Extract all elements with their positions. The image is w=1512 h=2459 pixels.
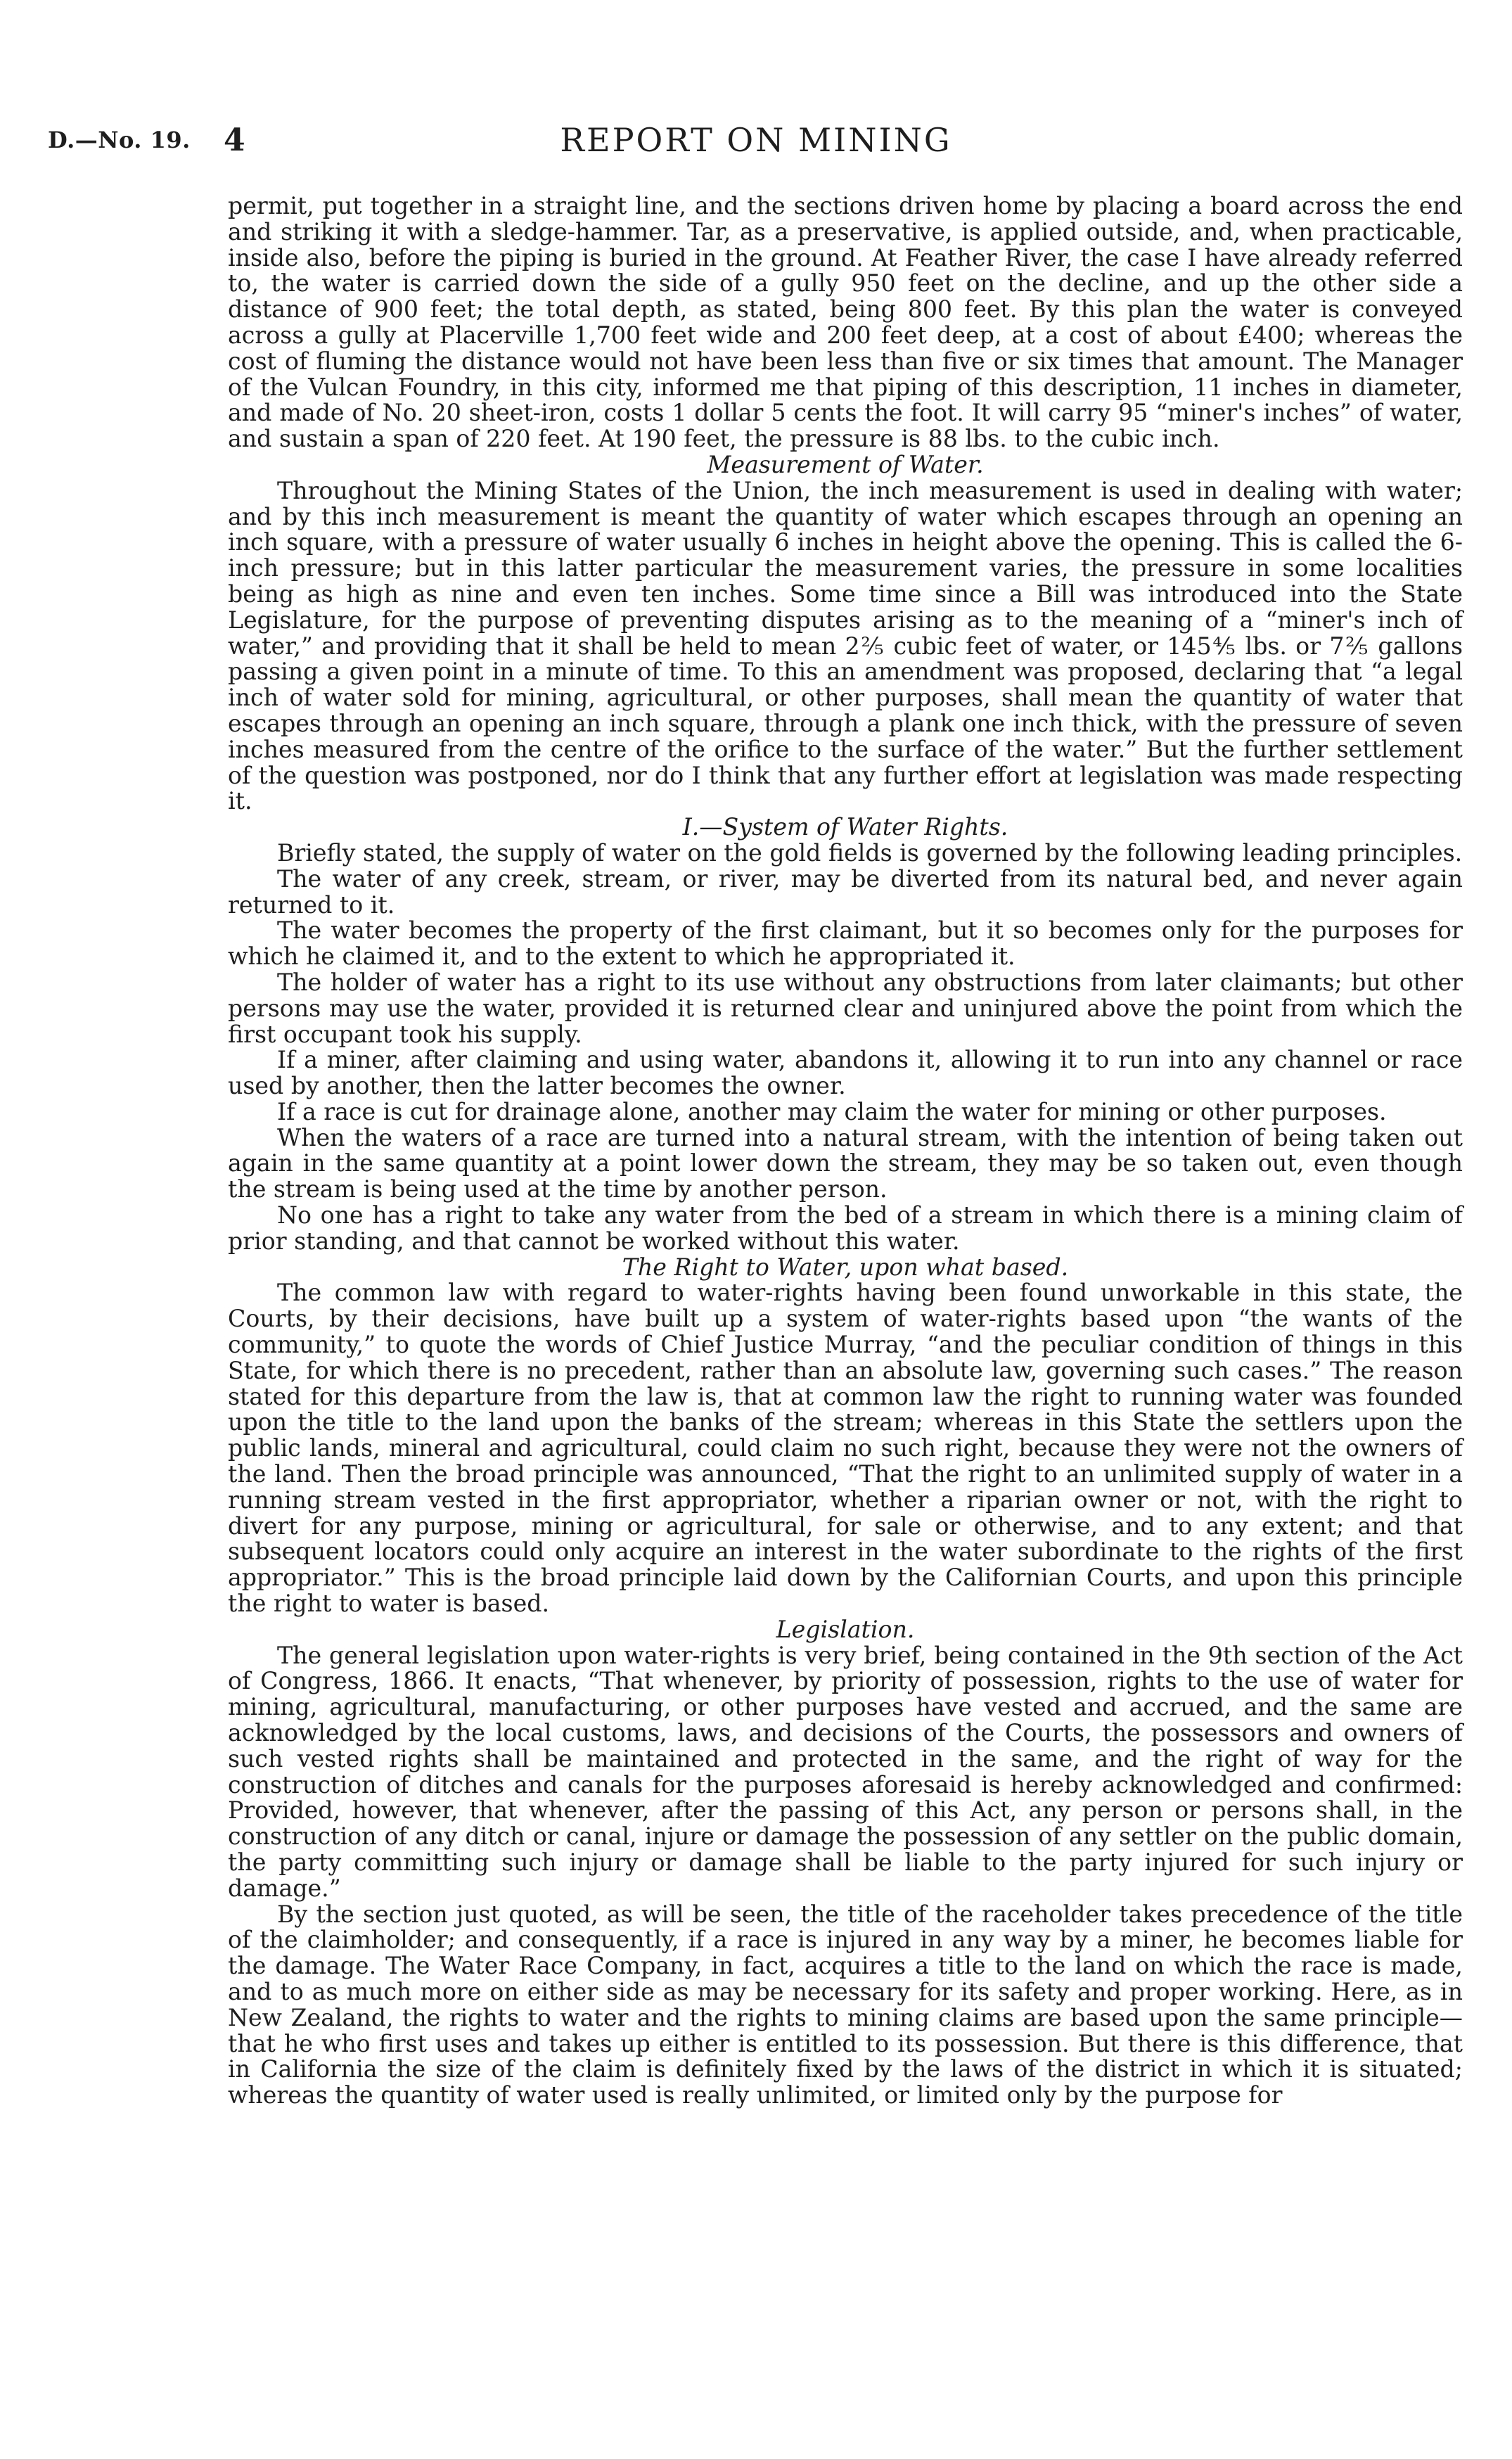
paragraph-principle-natural-stream: When the waters of a race are turned into a natural stream, with the intention of being taken out again in the same quantity at a point lower down the stream, they may be so taken out, even though the stream is being used at the time by another person. <box>228 1123 1463 1203</box>
paragraph-act-of-congress: The general legislation upon water-rights is very brief, being contained in the 9th section of the Act of Congress, 1866. It enacts, “That whenever, by priority of possession, rights to the use of water for mining, agricultural, manufacturing, or other purposes have vested and accrued, and the same are acknowledged by the local customs, laws, and decisions of the Courts, the possessors and owners of such vested rights shall be maintained and protected in the same, and the right of way for the construction of ditches and canals for the purposes aforesaid is hereby acknowledged and confirmed: Provided, however, that whenever, after the passing of this Act, any person or persons shall, in the construction of any ditch or canal, injure or damage the possession of any settler on the public domain, the party committing such injury or damage shall be liable to the party injured for such injury or damage.” <box>228 1641 1463 1902</box>
body-text <box>228 193 1463 2109</box>
paragraph-principle-drainage: If a race is cut for drainage alone, another may claim the water for mining or other purposes. <box>277 1097 1387 1125</box>
paragraph-raceholder-title: By the section just quoted, as will be seen, the title of the raceholder takes precedence of the title of the claimholder; and consequently, if a race is injured in any way by a miner, he becomes liable for the damage. The Water Race Company, in fact, acquires a title to the land on which the race is made, and to as much more on either side as may be necessary for its safety and proper working. Here, as in New Zealand, the rights to water and the rights to mining claims are based upon the same principle—that he who first uses and takes up either is entitled to its possession. But there is this difference, that in California the size of the claim is definitely fixed by the laws of the district in which it is situated; whereas the quantity of water used is really unlimited, or limited only by the purpose for <box>228 1900 1463 2109</box>
paragraph-piping: permit, put together in a straight line, and the sections driven home by placing a board across the end and striking it with a sledge-hammer. Tar, as a preservative, is applied outside, and, when practicable, inside also, before the piping is buried in the ground. At Feather River, the case I have already referred to, the water is carried down the side of a gully 950 feet on the decline, and up the other side a distance of 900 feet; the total depth, as stated, being 800 feet. By this plan the water is conveyed across a gully at Placerville 1,700 feet wide and 200 feet deep, at a cost of about £400; whereas the cost of fluming the distance would not have been less than five or six times that amount. The Manager of the Vulcan Foundry, in this city, informed me that piping of this description, 11 inches in diameter, and made of No. 20 sheet-iron, costs 1 dollar 5 cents the foot. It will carry 95 “miner's inches” of water, and sustain a span of 220 feet. At 190 feet, the pressure is 88 lbs. to the cubic inch. <box>228 192 1463 453</box>
page-header <box>0 121 1512 170</box>
section-heading-right-to-water: The Right to Water, upon what based. <box>622 1253 1069 1281</box>
paragraph-principle-diversion: The water of any creek, stream, or river, may be diverted from its natural bed, and never again returned to it. <box>228 864 1463 919</box>
section-heading-legislation: Legislation. <box>776 1615 915 1643</box>
running-title: REPORT ON MINING <box>560 121 952 159</box>
section-heading-water-rights: I.—System of Water Rights. <box>682 813 1008 841</box>
paragraph-principles-intro: Briefly stated, the supply of water on the gold fields is governed by the following leading principles. <box>277 838 1463 867</box>
section-heading-measurement: Measurement of Water. <box>707 450 984 478</box>
document-reference: D.—No. 19. <box>48 127 191 153</box>
paragraph-principle-abandonment: If a miner, after claiming and using water, abandons it, allowing it to run into any channel or race used by another, then the latter becomes the owner. <box>228 1046 1463 1100</box>
paragraph-principle-prior-claim: No one has a right to take any water from the bed of a stream in which there is a mining claim of prior standing, and that cannot be worked without this water. <box>228 1201 1463 1255</box>
paragraph-principle-first-claimant: The water becomes the property of the first claimant, but it so becomes only for the purposes for which he claimed it, and to the extent to which he appropriated it. <box>228 916 1463 971</box>
paragraph-common-law: The common law with regard to water-rights having been found unworkable in this state, the Courts, by their decisions, have built up a system of water-rights based upon “the wants of the community,” to quote the words of Chief Justice Murray, “and the peculiar condition of things in this State, for which there is no precedent, rather than an absolute law, governing such cases.” The reason stated for this departure from the law is, that at common law the right to running water was founded upon the title to the land upon the banks of the stream; whereas in this State the settlers upon the public lands, mineral and agricultural, could claim no such right, because they were not the owners of the land. Then the broad principle was announced, “That the right to an unlimited supply of water in a running stream vested in the first appropriator, whether a riparian owner or not, with the right to divert for any purpose, mining or agricultural, for sale or otherwise, and to any extent; and that subsequent locators could only acquire an interest in the water subordinate to the rights of the first appropriator.” This is the broad principle laid down by the Californian Courts, and upon this principle the right to water is based. <box>228 1279 1463 1618</box>
paragraph-principle-holder: The holder of water has a right to its use without any obstructions from later claimants; but other persons may use the water, provided it is returned clear and uninjured above the point from which the first occupant took his supply. <box>228 968 1463 1048</box>
page-number: 4 <box>224 122 245 158</box>
paragraph-inch-measurement: Throughout the Mining States of the Union, the inch measurement is used in dealing with water; and by this inch measurement is meant the quantity of water which escapes through an opening an inch square, with a pressure of water usually 6 inches in height above the opening. This is called the 6-inch pressure; but in this latter particular the measurement varies, the pressure in some localities being as high as nine and even ten inches. Some time since a Bill was introduced into the State Legislature, for the purpose of preventing disputes arising as to the meaning of a “miner's inch of water,” and providing that it shall be held to mean 2⅖ cubic feet of water, or 145⅘ lbs. or 7⅖ gallons passing a given point in a minute of time. To this an amendment was proposed, declaring that “a legal inch of water sold for mining, agricultural, or other purposes, shall mean the quantity of water that escapes through an opening an inch square, through a plank one inch thick, with the pressure of seven inches measured from the centre of the orifice to the surface of the water.” But the further settlement of the question was postponed, nor do I think that any further effort at legislation was made respecting it. <box>228 476 1463 815</box>
